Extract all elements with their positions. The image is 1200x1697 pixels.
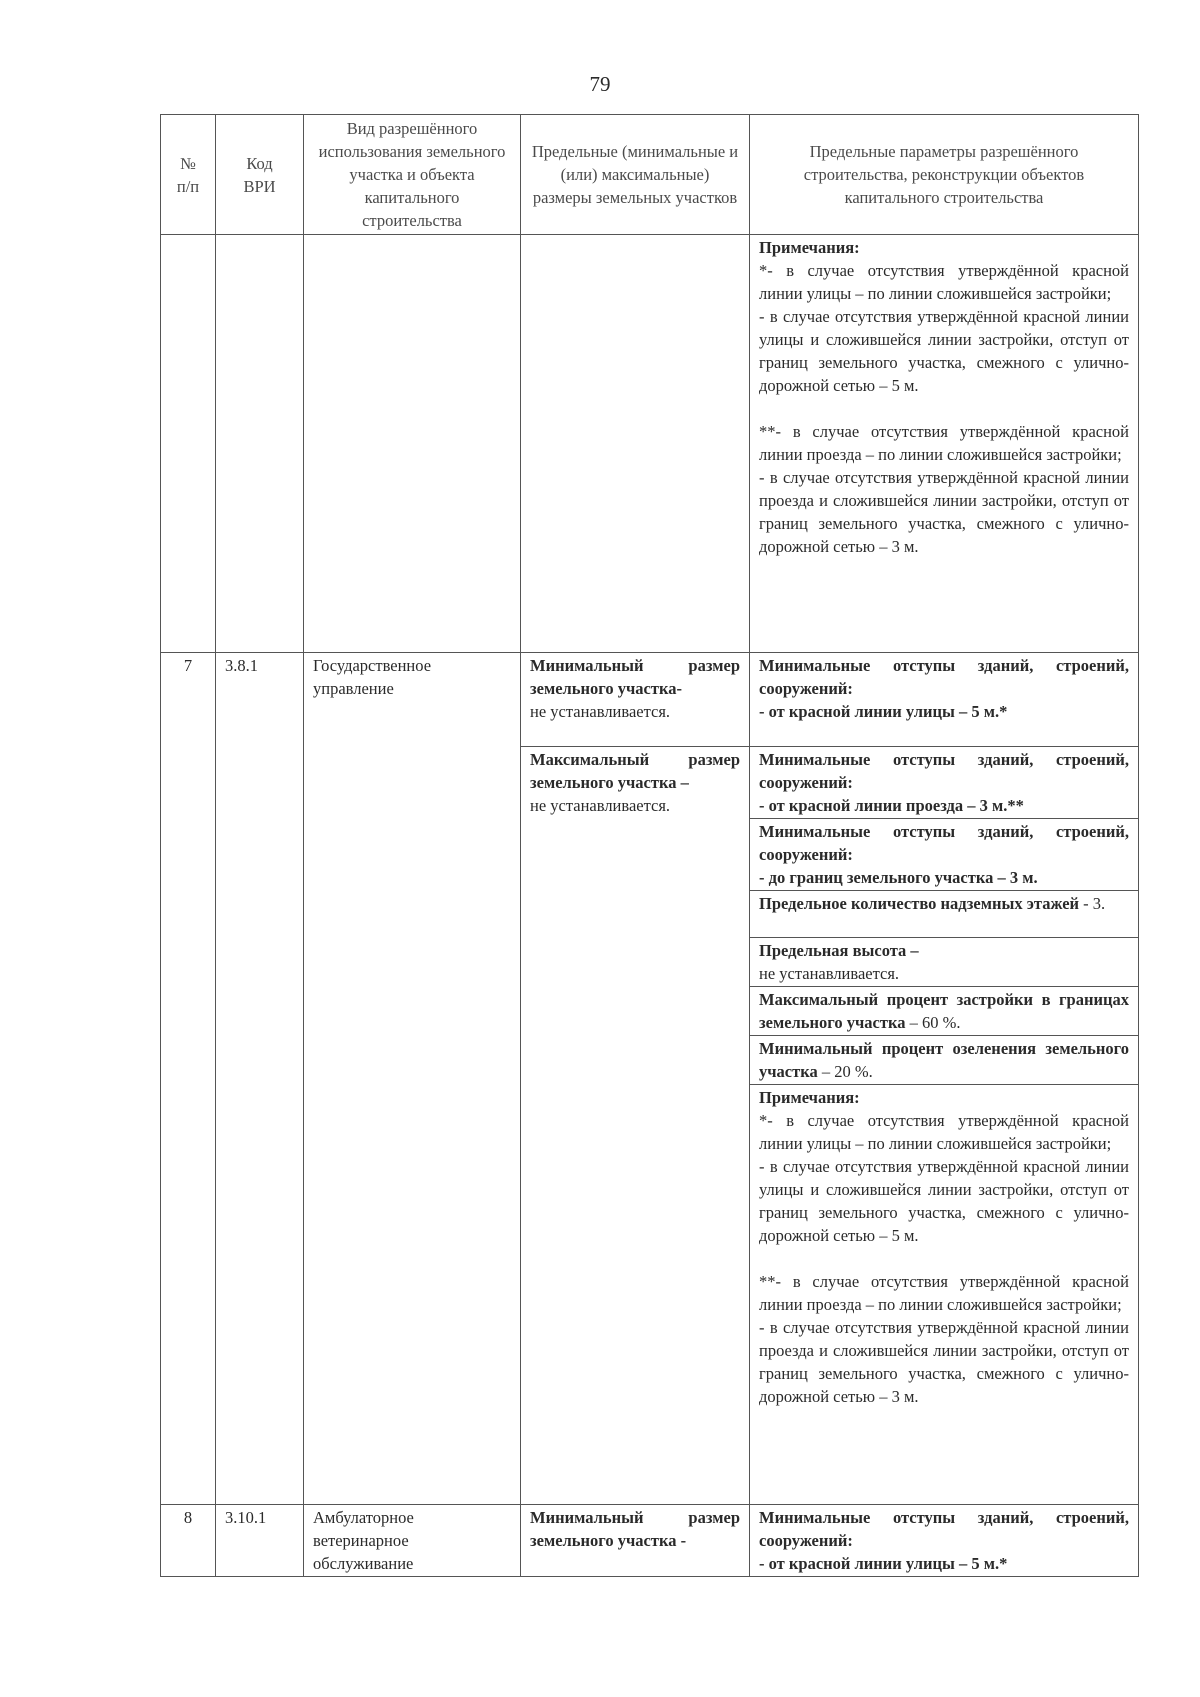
row-min-size: Минимальный размер земельного участка -	[521, 1505, 750, 1577]
note-item: **- в случае отсутствия утверждённой красной линии проезда – по линии сложившейся застройки;	[759, 1272, 1129, 1314]
param-setback-street: Минимальные отступы зданий, строений, сооружений: - от красной линии улицы – 5 м.*	[750, 1505, 1139, 1577]
header-num: № п/п	[161, 115, 216, 235]
header-usage-type: Вид разрешённого использования земельного участка и объекта капитального строительства	[304, 115, 521, 235]
param-floors: Предельное количество надземных этажей - 3.	[750, 891, 1139, 938]
note-item: *- в случае отсутствия утверждённой красной линии улицы – по линии сложившейся застройки;	[759, 261, 1129, 303]
table-row	[161, 653, 1139, 747]
param-setback-street: Минимальные отступы зданий, строений, сооружений: - от красной линии улицы – 5 м.*	[750, 653, 1139, 747]
note-item: - в случае отсутствия утверждённой красной линии проезда и сложившейся линии застройки, отступ от границ земельного участка, смежного с улично-дорожной сетью – 3 м.	[759, 1318, 1129, 1406]
row-notes	[750, 1085, 1139, 1505]
row-number: 7	[161, 653, 216, 1505]
header-parameters: Предельные параметры разрешённого строительства, реконструкции объектов капитального строительства	[750, 115, 1139, 235]
note-item: *- в случае отсутствия утверждённой красной линии улицы – по линии сложившейся застройки;	[759, 1111, 1129, 1153]
param-setback-driveway: Минимальные отступы зданий, строений, сооружений: - от красной линии проезда – 3 м.**	[750, 747, 1139, 819]
row-number: 8	[161, 1505, 216, 1577]
row-code: 3.10.1	[216, 1505, 304, 1577]
notes-title: Примечания:	[759, 1088, 860, 1107]
cont-size-cell	[521, 235, 750, 653]
note-item: - в случае отсутствия утверждённой красной линии проезда и сложившейся линии застройки, отступ от границ земельного участка, смежного с улично-дорожной сетью – 3 м.	[759, 468, 1129, 556]
cont-type-cell	[304, 235, 521, 653]
page-number: 79	[589, 72, 611, 96]
row-usage-type: Амбулаторное ветеринарное обслуживание	[304, 1505, 521, 1577]
param-height: Предельная высота – не устанавливается.	[750, 938, 1139, 987]
row-usage-type: Государственное управление	[304, 653, 521, 1505]
header-plot-size: Предельные (минимальные и (или) максимальные) размеры земельных участков	[521, 115, 750, 235]
note-item: - в случае отсутствия утверждённой красной линии улицы и сложившейся линии застройки, отступ от границ земельного участка, смежного с улично-дорожной сетью – 5 м.	[759, 307, 1129, 395]
note-item: **- в случае отсутствия утверждённой красной линии проезда – по линии сложившейся застройки;	[759, 422, 1129, 464]
table-row	[161, 235, 1139, 653]
regulations-table	[160, 114, 1139, 1577]
cont-code-cell	[216, 235, 304, 653]
notes-title: Примечания:	[759, 238, 860, 257]
row-code: 3.8.1	[216, 653, 304, 1505]
param-green-percent: Минимальный процент озеленения земельного участка – 20 %.	[750, 1036, 1139, 1085]
row-min-size: Минимальный размер земельного участка- не устанавливается.	[521, 653, 750, 747]
row-max-size: Максимальный размер земельного участка – не устанавливается.	[521, 747, 750, 1505]
param-setback-boundary: Минимальные отступы зданий, строений, сооружений: - до границ земельного участка – 3 м.	[750, 819, 1139, 891]
param-build-percent: Максимальный процент застройки в границах земельного участка – 60 %.	[750, 987, 1139, 1036]
note-item: - в случае отсутствия утверждённой красной линии улицы и сложившейся линии застройки, отступ от границ земельного участка, смежного с улично-дорожной сетью – 5 м.	[759, 1157, 1129, 1245]
cont-num-cell	[161, 235, 216, 653]
table-row	[161, 1505, 1139, 1577]
header-code: Код ВРИ	[216, 115, 304, 235]
table-header-row	[161, 115, 1139, 235]
cont-notes-cell	[750, 235, 1139, 653]
